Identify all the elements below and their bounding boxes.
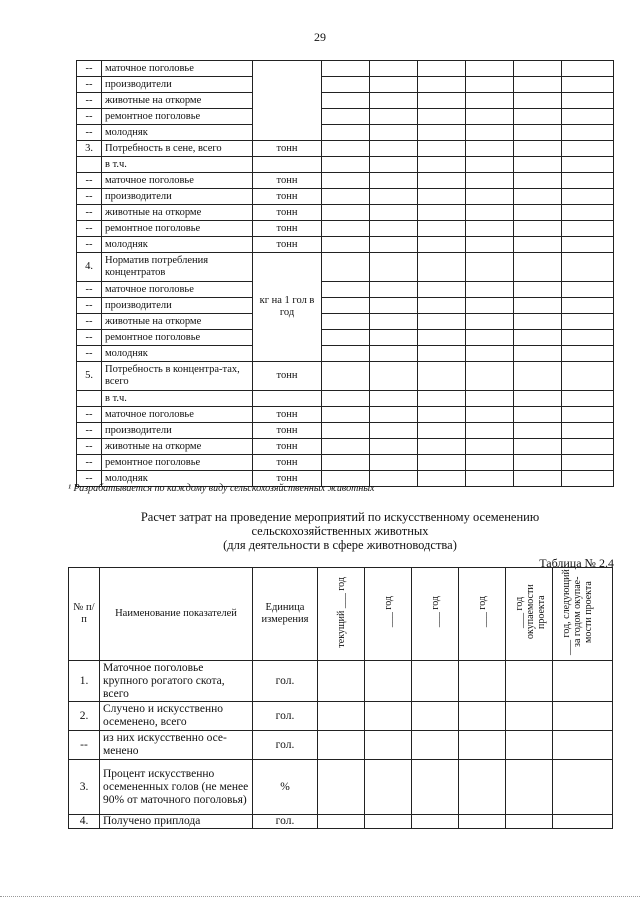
header-row — [69, 568, 613, 661]
row-number: -- — [77, 314, 102, 330]
unit-cell: кг на 1 гол в год — [253, 253, 322, 362]
table-row — [77, 298, 614, 314]
row-number: -- — [77, 77, 102, 93]
row-number: -- — [77, 330, 102, 346]
table-row — [77, 61, 614, 77]
row-number: 4. — [77, 253, 102, 282]
row-number: -- — [77, 407, 102, 423]
row-name: производители — [102, 77, 253, 93]
row-name: в т.ч. — [102, 391, 253, 407]
row-name: ремонтное поголовье — [102, 221, 253, 237]
row-name: ремонтное поголовье — [102, 455, 253, 471]
table-row — [77, 109, 614, 125]
row-number: -- — [77, 471, 102, 487]
row-number — [77, 391, 102, 407]
header-year-2: ___ год — [365, 568, 412, 661]
unit-cell: тонн — [253, 205, 322, 221]
row-name: Норматив потребления концентратов — [102, 253, 253, 282]
table-row — [77, 439, 614, 455]
unit-cell: гол. — [253, 731, 318, 760]
page-number: 29 — [314, 30, 326, 44]
row-number: -- — [77, 237, 102, 253]
row-number: 5. — [77, 362, 102, 391]
row-name: маточное поголовье — [102, 61, 253, 77]
unit-cell: тонн — [253, 423, 322, 439]
row-number: 3. — [77, 141, 102, 157]
unit-cell: гол. — [253, 661, 318, 702]
row-name: производители — [102, 423, 253, 439]
row-name: животные на откорме — [102, 439, 253, 455]
row-name: Процент искусственно осемененных голов (не менее 90% от маточного поголовья) — [100, 760, 253, 815]
unit-cell: тонн — [253, 141, 322, 157]
row-number: -- — [77, 282, 102, 298]
table-row — [77, 237, 614, 253]
table-row — [77, 362, 614, 391]
row-name: молодняк — [102, 125, 253, 141]
row-name: маточное поголовье — [102, 173, 253, 189]
table-row — [77, 455, 614, 471]
table-row — [77, 391, 614, 407]
section-title-line: Расчет затрат на проведение мероприятий по искусственному осеменению — [140, 510, 540, 524]
table-row — [77, 423, 614, 439]
row-number: -- — [77, 346, 102, 362]
row-name: ремонтное поголовье — [102, 330, 253, 346]
unit-cell: тонн — [253, 237, 322, 253]
table-row — [77, 330, 614, 346]
row-number: -- — [77, 439, 102, 455]
table-row — [69, 731, 613, 760]
header-after-payback-year: ___ год, следующий за годом окупае-мости проекта — [553, 568, 613, 661]
table-row — [77, 125, 614, 141]
unit-cell: тонн — [253, 189, 322, 205]
row-name: молодняк — [102, 346, 253, 362]
row-name: ремонтное поголовье — [102, 109, 253, 125]
unit-cell — [253, 157, 322, 173]
row-number: 4. — [69, 815, 100, 829]
row-number: -- — [77, 93, 102, 109]
page-bottom-border — [0, 896, 640, 897]
row-name: в т.ч. — [102, 157, 253, 173]
row-number: -- — [77, 221, 102, 237]
header-year-current: текущий ___ год — [318, 568, 365, 661]
row-name: животные на откорме — [102, 205, 253, 221]
table-row — [77, 282, 614, 298]
row-number: -- — [77, 298, 102, 314]
table-row — [77, 346, 614, 362]
footnote: ¹ Разрабатывается по каждому виду сельскохозяйственных животных — [68, 483, 375, 494]
table-row — [69, 760, 613, 815]
row-name: молодняк — [102, 471, 253, 487]
row-name: молодняк — [102, 237, 253, 253]
row-name: Случено и искусственно осеменено, всего — [100, 702, 253, 731]
row-number: -- — [77, 125, 102, 141]
table-row — [77, 157, 614, 173]
unit-cell: % — [253, 760, 318, 815]
table-row — [77, 189, 614, 205]
unit-cell — [253, 61, 322, 141]
row-number: -- — [77, 173, 102, 189]
insemination-cost-table — [68, 567, 613, 829]
row-number: 2. — [69, 702, 100, 731]
header-unit: Единица измерения — [253, 568, 318, 661]
section-title-line: (для деятельности в сфере животноводства) — [223, 538, 457, 552]
row-number: -- — [77, 205, 102, 221]
table-row — [77, 205, 614, 221]
unit-cell: тонн — [253, 439, 322, 455]
table-row — [69, 815, 613, 829]
row-name: Маточное поголовье крупного рогатого скота, всего — [100, 661, 253, 702]
header-year-3: ___ год — [412, 568, 459, 661]
row-number: -- — [77, 109, 102, 125]
header-num: № п/п — [69, 568, 100, 661]
table-row — [69, 661, 613, 702]
row-name: Потребность в концентра-тах, всего — [102, 362, 253, 391]
row-number: -- — [77, 423, 102, 439]
unit-cell: гол. — [253, 815, 318, 829]
row-name: производители — [102, 298, 253, 314]
table-row — [69, 702, 613, 731]
table-label: Таблица № 2.4 — [539, 556, 614, 570]
unit-cell: тонн — [253, 407, 322, 423]
row-name: животные на откорме — [102, 93, 253, 109]
section-title — [0, 510, 640, 552]
unit-cell: тонн — [253, 471, 322, 487]
row-number: -- — [77, 455, 102, 471]
table-row — [77, 407, 614, 423]
header-year-4: ___ год — [459, 568, 506, 661]
row-number: 1. — [69, 661, 100, 702]
row-name: из них искусственно осе-менено — [100, 731, 253, 760]
row-number: -- — [77, 189, 102, 205]
row-number: -- — [77, 61, 102, 77]
table-row — [77, 173, 614, 189]
livestock-feed-table — [76, 60, 614, 487]
row-number — [77, 157, 102, 173]
row-name: Получено приплода — [100, 815, 253, 829]
table-row — [77, 77, 614, 93]
row-name: Потребность в сене, всего — [102, 141, 253, 157]
row-name: производители — [102, 189, 253, 205]
row-name: маточное поголовье — [102, 282, 253, 298]
table-row — [77, 221, 614, 237]
header-name: Наименование показателей — [100, 568, 253, 661]
unit-cell: тонн — [253, 362, 322, 391]
table-row — [77, 141, 614, 157]
row-name: маточное поголовье — [102, 407, 253, 423]
table-row — [77, 93, 614, 109]
row-number: 3. — [69, 760, 100, 815]
unit-cell: тонн — [253, 221, 322, 237]
row-number: -- — [69, 731, 100, 760]
unit-cell: гол. — [253, 702, 318, 731]
unit-cell — [253, 391, 322, 407]
table-row — [77, 253, 614, 282]
header-payback-year: ___ год окупаемости проекта — [506, 568, 553, 661]
section-title-line: сельскохозяйственных животных — [251, 524, 429, 538]
table-row — [77, 314, 614, 330]
unit-cell: тонн — [253, 173, 322, 189]
row-name: животные на откорме — [102, 314, 253, 330]
unit-cell: тонн — [253, 455, 322, 471]
